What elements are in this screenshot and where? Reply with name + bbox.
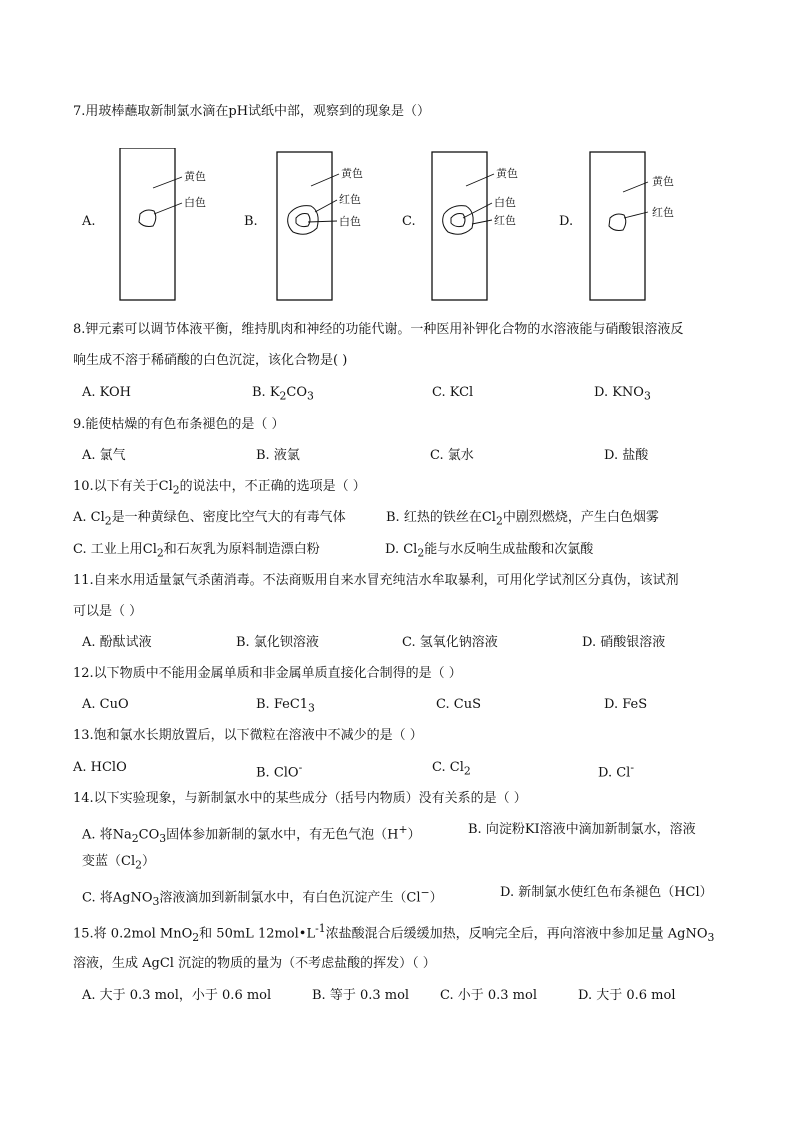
q13-option-c: C. $Cl_2$ xyxy=(432,760,471,778)
q12-option-c: C. CuS xyxy=(436,697,481,712)
q14-option-b: B. 向淀粉KI溶液中滴加新制氯水，溶液 xyxy=(468,822,696,837)
q12-option-d: D. FeS xyxy=(604,697,648,712)
q11-option-c: C. 氢氧化钠溶液 xyxy=(402,635,498,650)
fig-a-letter: A. xyxy=(82,214,96,229)
ph-paper-b xyxy=(263,148,423,303)
q7-figure xyxy=(78,148,718,303)
q11-line-1: 11.自来水用适量氯气杀菌消毒。不法商贩用自来水冒充纯洁水牟取暴利，可用化学试剂区分真伪，该试剂 xyxy=(73,573,679,588)
q8-line-2: 响生成不溶于稀硝酸的白色沉淀，该化合物是( ) xyxy=(73,353,348,368)
q13-option-d: D. Cl- xyxy=(598,761,635,781)
label-c-2: 白色 xyxy=(494,196,516,209)
q14-option-a: A. 将$Na_2CO_3$固体参加新制的氯水中，有无色气泡（H+） xyxy=(82,823,421,845)
label-c-3: 红色 xyxy=(494,214,516,227)
q15-option-b: B. 等于 0.3 mol xyxy=(312,988,410,1003)
fig-b-letter: B. xyxy=(244,214,258,229)
q9-option-c: C. 氯水 xyxy=(430,448,474,463)
q15-option-a: A. 大于 0.3 mol，小于 0.6 mol xyxy=(82,988,272,1003)
q11-line-2: 可以是（ ） xyxy=(73,604,143,619)
q13-option-b: B. ClO- xyxy=(256,761,303,781)
q8-option-c: C. KCl xyxy=(432,385,474,400)
label-b-1: 黄色 xyxy=(341,167,363,180)
q14-option-d: D. 新制氯水使红色布条褪色（HCl） xyxy=(500,885,713,900)
q15-option-d: D. 大于 0.6 mol xyxy=(578,988,676,1003)
label-c-1: 黄色 xyxy=(496,167,518,180)
q15-line-2: 溶液，生成 AgCl 沉淀的物质的量为（不考虑盐酸的挥发）（ ） xyxy=(73,956,436,971)
q11-option-a: A. 酚酞试液 xyxy=(82,635,152,650)
label-d-2: 红色 xyxy=(652,206,674,219)
label-b-3: 白色 xyxy=(339,215,361,228)
q12-option-a: A. CuO xyxy=(82,697,129,712)
q10-option-c: C. 工业上用$Cl_2$和石灰乳为原料制造漂白粉 xyxy=(73,542,320,560)
q9-option-d: D. 盐酸 xyxy=(604,448,649,463)
ph-paper-d xyxy=(576,148,736,303)
q12-stem: 12.以下物质中不能用金属单质和非金属单质直接化合制得的是（ ） xyxy=(73,666,462,681)
q8-option-d: D. $KNO_3$ xyxy=(594,385,651,403)
fig-d-letter: D. xyxy=(559,214,574,229)
q10-option-a: A. $Cl_2$是一种黄绿色、密度比空气大的有毒气体 xyxy=(73,510,346,528)
label-b-2: 红色 xyxy=(339,193,361,206)
q15-option-c: C. 小于 0.3 mol xyxy=(440,988,537,1003)
q12-option-b: B. $FeC1_3$ xyxy=(256,697,315,715)
q10-stem: 10.以下有关于$Cl_2$的说法中，不正确的选项是（ ） xyxy=(73,479,366,497)
q13-stem: 13.饱和氯水长期放置后，以下微粒在溶液中不减少的是（ ） xyxy=(73,728,423,743)
q8-option-b: B. $K_2CO_3$ xyxy=(252,385,314,403)
label-a-2: 白色 xyxy=(184,196,206,209)
ph-paper-a xyxy=(106,148,266,303)
q9-stem: 9.能使枯燥的有色布条褪色的是（ ） xyxy=(73,417,285,432)
q8-line-1: 8.钾元素可以调节体液平衡，维持肌肉和神经的功能代谢。一种医用补钾化合物的水溶液能与硝酸银溶液反 xyxy=(73,322,684,337)
q10-option-b: B. 红热的铁丝在$Cl_2$中剧烈燃烧，产生白色烟雾 xyxy=(386,510,659,528)
q14-option-c: C. 将AgNO$_3$溶液滴加到新制氯水中，有白色沉淀产生（Cl−） xyxy=(82,886,443,908)
fig-c-letter: C. xyxy=(402,214,416,229)
label-a-1: 黄色 xyxy=(184,170,206,183)
q8-option-a: A. KOH xyxy=(82,385,132,400)
ph-paper-c xyxy=(418,148,578,303)
q9-option-a: A. 氯气 xyxy=(82,448,126,463)
q14-stem: 14.以下实验现象，与新制氯水中的某些成分（括号内物质）没有关系的是（ ） xyxy=(73,791,527,806)
q9-option-b: B. 液氯 xyxy=(256,448,300,463)
label-d-1: 黄色 xyxy=(652,175,674,188)
q15-line-1: 15.将 0.2mol MnO$_2$和 50mL $12mol•L^{-1}$浓盐酸混合后缓缓加热，反响完全后，再向溶液中参加足量 AgNO$_3$ xyxy=(73,922,715,944)
q10-option-d: D. $Cl_2$能与水反响生成盐酸和次氯酸 xyxy=(385,542,594,560)
q11-option-d: D. 硝酸银溶液 xyxy=(582,635,666,650)
q13-option-a: A. HClO xyxy=(73,760,127,775)
q11-option-b: B. 氯化钡溶液 xyxy=(236,635,319,650)
q14-option-b-cont: 变蓝$(Cl_2)$ xyxy=(82,854,156,872)
q7-stem: 7.用玻棒蘸取新制氯水滴在pH试纸中部，观察到的现象是（） xyxy=(73,104,431,119)
